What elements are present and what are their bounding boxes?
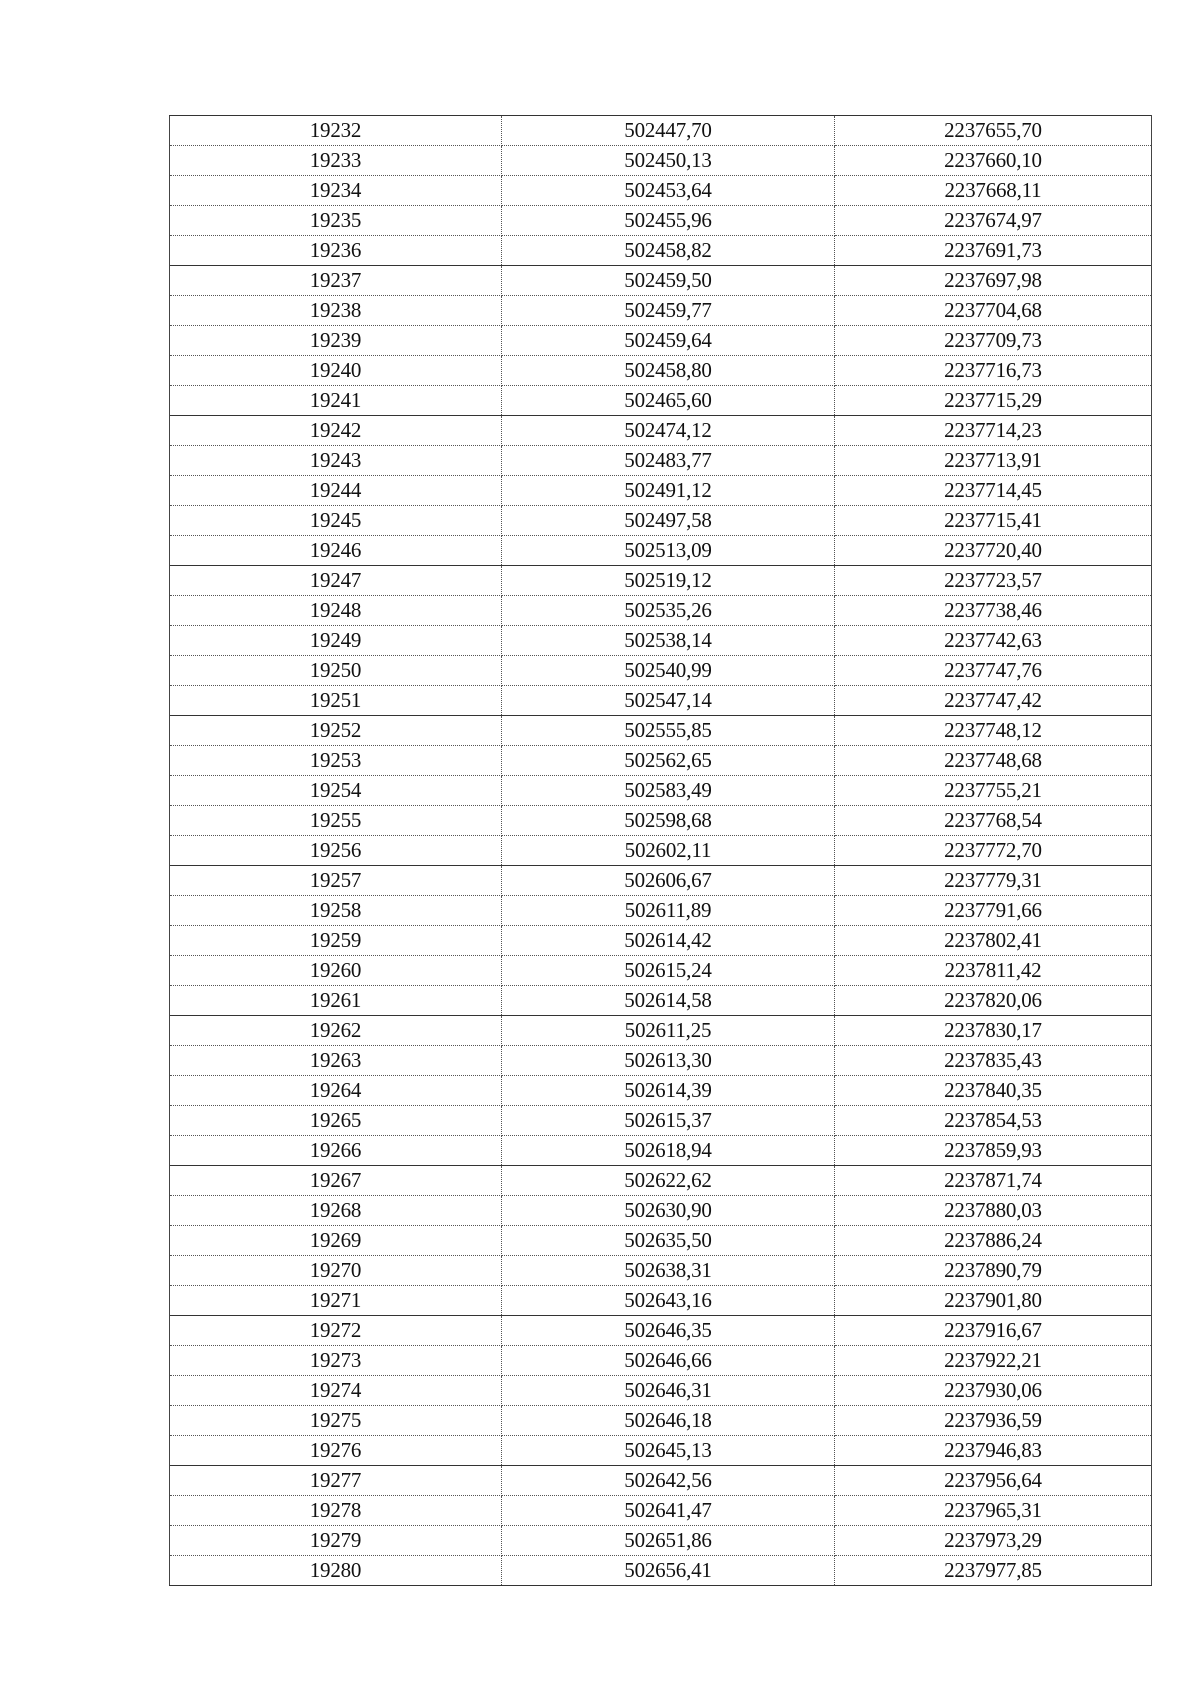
point-number-cell: 19237 <box>170 266 502 296</box>
y-coordinate-cell: 2237715,41 <box>835 506 1152 536</box>
point-number-cell: 19244 <box>170 476 502 506</box>
x-coordinate-cell: 502641,47 <box>502 1496 835 1526</box>
x-coordinate-cell: 502638,31 <box>502 1256 835 1286</box>
y-coordinate-cell: 2237901,80 <box>835 1286 1152 1316</box>
point-number-cell: 19239 <box>170 326 502 356</box>
table-row <box>170 536 1152 566</box>
x-coordinate-cell: 502447,70 <box>502 116 835 146</box>
table-row <box>170 506 1152 536</box>
x-coordinate-cell: 502615,24 <box>502 956 835 986</box>
x-coordinate-cell: 502615,37 <box>502 1106 835 1136</box>
y-coordinate-cell: 2237880,03 <box>835 1196 1152 1226</box>
y-coordinate-cell: 2237709,73 <box>835 326 1152 356</box>
table-row <box>170 926 1152 956</box>
table-row <box>170 896 1152 926</box>
x-coordinate-cell: 502643,16 <box>502 1286 835 1316</box>
table-row <box>170 1346 1152 1376</box>
x-coordinate-cell: 502598,68 <box>502 806 835 836</box>
point-number-cell: 19232 <box>170 116 502 146</box>
y-coordinate-cell: 2237697,98 <box>835 266 1152 296</box>
y-coordinate-cell: 2237835,43 <box>835 1046 1152 1076</box>
table-row <box>170 266 1152 296</box>
y-coordinate-cell: 2237977,85 <box>835 1556 1152 1586</box>
y-coordinate-cell: 2237660,10 <box>835 146 1152 176</box>
point-number-cell: 19259 <box>170 926 502 956</box>
y-coordinate-cell: 2237840,35 <box>835 1076 1152 1106</box>
point-number-cell: 19278 <box>170 1496 502 1526</box>
x-coordinate-cell: 502651,86 <box>502 1526 835 1556</box>
x-coordinate-cell: 502646,31 <box>502 1376 835 1406</box>
point-number-cell: 19256 <box>170 836 502 866</box>
point-number-cell: 19264 <box>170 1076 502 1106</box>
y-coordinate-cell: 2237973,29 <box>835 1526 1152 1556</box>
table-row <box>170 1316 1152 1346</box>
table-row <box>170 1016 1152 1046</box>
table-row <box>170 866 1152 896</box>
table-row <box>170 446 1152 476</box>
point-number-cell: 19272 <box>170 1316 502 1346</box>
point-number-cell: 19258 <box>170 896 502 926</box>
x-coordinate-cell: 502645,13 <box>502 1436 835 1466</box>
y-coordinate-cell: 2237691,73 <box>835 236 1152 266</box>
table-row <box>170 1286 1152 1316</box>
x-coordinate-cell: 502614,58 <box>502 986 835 1016</box>
table-row <box>170 296 1152 326</box>
x-coordinate-cell: 502540,99 <box>502 656 835 686</box>
table-row <box>170 746 1152 776</box>
table-row <box>170 1436 1152 1466</box>
table-row <box>170 1526 1152 1556</box>
x-coordinate-cell: 502618,94 <box>502 1136 835 1166</box>
x-coordinate-cell: 502622,62 <box>502 1166 835 1196</box>
x-coordinate-cell: 502455,96 <box>502 206 835 236</box>
x-coordinate-cell: 502555,85 <box>502 716 835 746</box>
x-coordinate-cell: 502606,67 <box>502 866 835 896</box>
x-coordinate-cell: 502538,14 <box>502 626 835 656</box>
table-row <box>170 206 1152 236</box>
table-row <box>170 986 1152 1016</box>
point-number-cell: 19234 <box>170 176 502 206</box>
point-number-cell: 19262 <box>170 1016 502 1046</box>
y-coordinate-cell: 2237713,91 <box>835 446 1152 476</box>
x-coordinate-cell: 502613,30 <box>502 1046 835 1076</box>
x-coordinate-cell: 502465,60 <box>502 386 835 416</box>
point-number-cell: 19263 <box>170 1046 502 1076</box>
table-row <box>170 1106 1152 1136</box>
coordinates-table-body <box>170 116 1152 1586</box>
table-row <box>170 596 1152 626</box>
y-coordinate-cell: 2237747,76 <box>835 656 1152 686</box>
x-coordinate-cell: 502611,25 <box>502 1016 835 1046</box>
y-coordinate-cell: 2237714,45 <box>835 476 1152 506</box>
point-number-cell: 19280 <box>170 1556 502 1586</box>
point-number-cell: 19241 <box>170 386 502 416</box>
point-number-cell: 19242 <box>170 416 502 446</box>
table-row <box>170 1046 1152 1076</box>
point-number-cell: 19238 <box>170 296 502 326</box>
point-number-cell: 19243 <box>170 446 502 476</box>
x-coordinate-cell: 502491,12 <box>502 476 835 506</box>
point-number-cell: 19247 <box>170 566 502 596</box>
table-row <box>170 1196 1152 1226</box>
x-coordinate-cell: 502459,64 <box>502 326 835 356</box>
x-coordinate-cell: 502459,50 <box>502 266 835 296</box>
x-coordinate-cell: 502635,50 <box>502 1226 835 1256</box>
point-number-cell: 19266 <box>170 1136 502 1166</box>
y-coordinate-cell: 2237886,24 <box>835 1226 1152 1256</box>
point-number-cell: 19265 <box>170 1106 502 1136</box>
point-number-cell: 19252 <box>170 716 502 746</box>
point-number-cell: 19274 <box>170 1376 502 1406</box>
x-coordinate-cell: 502646,35 <box>502 1316 835 1346</box>
y-coordinate-cell: 2237748,68 <box>835 746 1152 776</box>
y-coordinate-cell: 2237755,21 <box>835 776 1152 806</box>
y-coordinate-cell: 2237802,41 <box>835 926 1152 956</box>
table-row <box>170 416 1152 446</box>
table-row <box>170 146 1152 176</box>
x-coordinate-cell: 502453,64 <box>502 176 835 206</box>
y-coordinate-cell: 2237930,06 <box>835 1376 1152 1406</box>
point-number-cell: 19271 <box>170 1286 502 1316</box>
x-coordinate-cell: 502602,11 <box>502 836 835 866</box>
y-coordinate-cell: 2237956,64 <box>835 1466 1152 1496</box>
y-coordinate-cell: 2237916,67 <box>835 1316 1152 1346</box>
x-coordinate-cell: 502630,90 <box>502 1196 835 1226</box>
y-coordinate-cell: 2237748,12 <box>835 716 1152 746</box>
point-number-cell: 19260 <box>170 956 502 986</box>
y-coordinate-cell: 2237936,59 <box>835 1406 1152 1436</box>
point-number-cell: 19269 <box>170 1226 502 1256</box>
table-row <box>170 326 1152 356</box>
table-row <box>170 176 1152 206</box>
y-coordinate-cell: 2237820,06 <box>835 986 1152 1016</box>
table-row <box>170 1496 1152 1526</box>
table-row <box>170 1226 1152 1256</box>
x-coordinate-cell: 502535,26 <box>502 596 835 626</box>
y-coordinate-cell: 2237768,54 <box>835 806 1152 836</box>
table-row <box>170 116 1152 146</box>
point-number-cell: 19240 <box>170 356 502 386</box>
y-coordinate-cell: 2237946,83 <box>835 1436 1152 1466</box>
x-coordinate-cell: 502646,66 <box>502 1346 835 1376</box>
table-row <box>170 836 1152 866</box>
table-row <box>170 1376 1152 1406</box>
point-number-cell: 19246 <box>170 536 502 566</box>
y-coordinate-cell: 2237747,42 <box>835 686 1152 716</box>
y-coordinate-cell: 2237772,70 <box>835 836 1152 866</box>
y-coordinate-cell: 2237716,73 <box>835 356 1152 386</box>
y-coordinate-cell: 2237791,66 <box>835 896 1152 926</box>
point-number-cell: 19249 <box>170 626 502 656</box>
coordinates-table <box>169 115 1152 1586</box>
x-coordinate-cell: 502513,09 <box>502 536 835 566</box>
x-coordinate-cell: 502547,14 <box>502 686 835 716</box>
table-row <box>170 236 1152 266</box>
table-row <box>170 626 1152 656</box>
table-row <box>170 1466 1152 1496</box>
table-row <box>170 566 1152 596</box>
x-coordinate-cell: 502474,12 <box>502 416 835 446</box>
y-coordinate-cell: 2237715,29 <box>835 386 1152 416</box>
table-row <box>170 656 1152 686</box>
point-number-cell: 19255 <box>170 806 502 836</box>
point-number-cell: 19254 <box>170 776 502 806</box>
y-coordinate-cell: 2237811,42 <box>835 956 1152 986</box>
point-number-cell: 19236 <box>170 236 502 266</box>
y-coordinate-cell: 2237965,31 <box>835 1496 1152 1526</box>
table-row <box>170 476 1152 506</box>
point-number-cell: 19267 <box>170 1166 502 1196</box>
point-number-cell: 19257 <box>170 866 502 896</box>
x-coordinate-cell: 502642,56 <box>502 1466 835 1496</box>
point-number-cell: 19261 <box>170 986 502 1016</box>
y-coordinate-cell: 2237854,53 <box>835 1106 1152 1136</box>
table-row <box>170 1556 1152 1586</box>
x-coordinate-cell: 502646,18 <box>502 1406 835 1436</box>
x-coordinate-cell: 502583,49 <box>502 776 835 806</box>
y-coordinate-cell: 2237723,57 <box>835 566 1152 596</box>
point-number-cell: 19270 <box>170 1256 502 1286</box>
x-coordinate-cell: 502656,41 <box>502 1556 835 1586</box>
x-coordinate-cell: 502459,77 <box>502 296 835 326</box>
y-coordinate-cell: 2237890,79 <box>835 1256 1152 1286</box>
point-number-cell: 19268 <box>170 1196 502 1226</box>
point-number-cell: 19248 <box>170 596 502 626</box>
point-number-cell: 19245 <box>170 506 502 536</box>
table-row <box>170 1136 1152 1166</box>
y-coordinate-cell: 2237742,63 <box>835 626 1152 656</box>
table-row <box>170 1166 1152 1196</box>
point-number-cell: 19279 <box>170 1526 502 1556</box>
x-coordinate-cell: 502450,13 <box>502 146 835 176</box>
y-coordinate-cell: 2237738,46 <box>835 596 1152 626</box>
point-number-cell: 19275 <box>170 1406 502 1436</box>
y-coordinate-cell: 2237779,31 <box>835 866 1152 896</box>
x-coordinate-cell: 502483,77 <box>502 446 835 476</box>
x-coordinate-cell: 502458,82 <box>502 236 835 266</box>
x-coordinate-cell: 502614,42 <box>502 926 835 956</box>
table-row <box>170 686 1152 716</box>
y-coordinate-cell: 2237922,21 <box>835 1346 1152 1376</box>
point-number-cell: 19253 <box>170 746 502 776</box>
table-row <box>170 716 1152 746</box>
point-number-cell: 19250 <box>170 656 502 686</box>
x-coordinate-cell: 502611,89 <box>502 896 835 926</box>
point-number-cell: 19273 <box>170 1346 502 1376</box>
table-row <box>170 356 1152 386</box>
x-coordinate-cell: 502519,12 <box>502 566 835 596</box>
y-coordinate-cell: 2237720,40 <box>835 536 1152 566</box>
y-coordinate-cell: 2237859,93 <box>835 1136 1152 1166</box>
point-number-cell: 19235 <box>170 206 502 236</box>
x-coordinate-cell: 502562,65 <box>502 746 835 776</box>
y-coordinate-cell: 2237830,17 <box>835 1016 1152 1046</box>
y-coordinate-cell: 2237871,74 <box>835 1166 1152 1196</box>
table-row <box>170 1076 1152 1106</box>
point-number-cell: 19251 <box>170 686 502 716</box>
x-coordinate-cell: 502614,39 <box>502 1076 835 1106</box>
table-row <box>170 776 1152 806</box>
point-number-cell: 19233 <box>170 146 502 176</box>
y-coordinate-cell: 2237704,68 <box>835 296 1152 326</box>
x-coordinate-cell: 502497,58 <box>502 506 835 536</box>
y-coordinate-cell: 2237668,11 <box>835 176 1152 206</box>
point-number-cell: 19276 <box>170 1436 502 1466</box>
table-row <box>170 1406 1152 1436</box>
table-row <box>170 386 1152 416</box>
table-row <box>170 1256 1152 1286</box>
x-coordinate-cell: 502458,80 <box>502 356 835 386</box>
y-coordinate-cell: 2237655,70 <box>835 116 1152 146</box>
y-coordinate-cell: 2237714,23 <box>835 416 1152 446</box>
table-row <box>170 956 1152 986</box>
point-number-cell: 19277 <box>170 1466 502 1496</box>
y-coordinate-cell: 2237674,97 <box>835 206 1152 236</box>
table-row <box>170 806 1152 836</box>
